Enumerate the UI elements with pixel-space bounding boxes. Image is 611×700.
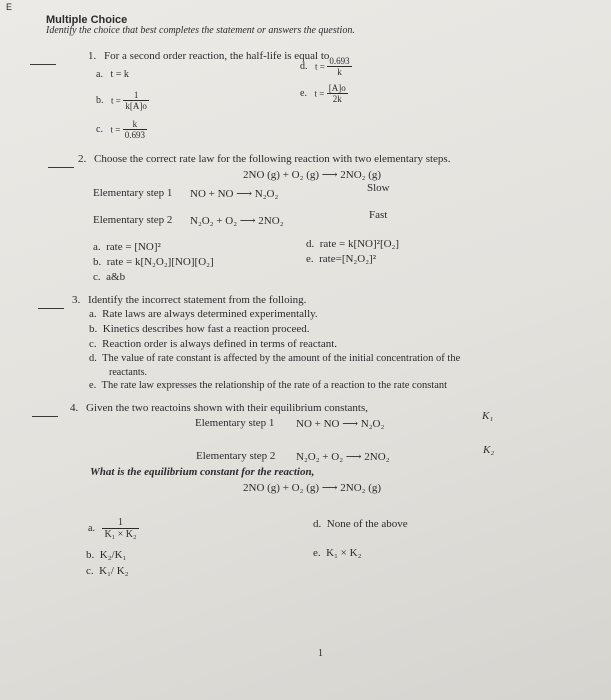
q4-option-e: e. K₁ × K₂ (313, 547, 362, 559)
q2-option-b: b. rate = k[N₂O₂][NO][O₂] (93, 256, 214, 268)
q4-option-c: c. K₁/ K₂ (86, 565, 129, 577)
q1-option-b: b. t = $\frac{1}{k[A]o}$ (96, 90, 147, 111)
q2-step1-label: Elementary step 1 (93, 187, 173, 199)
q4-step2-label: Elementary step 2 (196, 450, 276, 462)
q4-number: 4. (70, 402, 79, 414)
answer-blank-4[interactable] (32, 416, 58, 417)
page-number: 1 (318, 648, 323, 659)
q3-option-c: c. Reaction order is always defined in terms of reactant. (89, 338, 338, 350)
q4-option-a: a. $\frac{1}{\text{K₁ × K₂}}$ (88, 517, 137, 540)
q3-text: Identify the incorrect statement from the folloing. (88, 294, 307, 306)
q4-a-fraction: $\frac{1}{\text{K₁ × K₂}}$ (104, 517, 137, 540)
q4-step2-k: K₂ (483, 444, 495, 456)
answer-blank-1[interactable] (30, 64, 56, 65)
q2-option-c: c. a&b (93, 271, 126, 283)
q4-step1-label: Elementary step 1 (195, 417, 275, 429)
q4-option-d: d. None of the above (313, 518, 408, 530)
q3-option-b: b. Kinetics describes how fast a reaction proceed. (89, 323, 310, 335)
q1-b-fraction: $\frac{1}{k[A]o}$ (125, 90, 147, 111)
q3-option-a: a. Rate laws are always determined experimentally. (89, 308, 318, 320)
q2-overall-reaction: 2NO (g) + O₂ (g) ⟶ 2NO₂ (g) (243, 169, 382, 181)
q2-option-d: d. rate = k[NO]²[O₂] (306, 238, 400, 250)
q4-text: Given the two reactoins shown with their equilibrium constants, (86, 402, 368, 414)
q1-option-c: c. t = $\frac{k}{0.693}$ (96, 119, 146, 140)
corner-mark: E (6, 2, 13, 12)
q1-option-d: d. t = $\frac{0.693}{k}$ (300, 56, 350, 77)
q1-text: For a second order reaction, the half-life is equal to (104, 50, 330, 62)
q2-option-a: a. rate = [NO]² (93, 241, 161, 253)
section-title: Multiple Choice (46, 14, 128, 26)
q3-option-e: e. The rate law expresses the relationship of the rate of a reaction to the rate constant (89, 380, 448, 391)
q2-number: 2. (78, 153, 87, 165)
q1-d-fraction: $\frac{0.693}{k}$ (329, 56, 350, 77)
q4-overall-reaction: 2NO (g) + O₂ (g) ⟶ 2NO₂ (g) (243, 482, 382, 494)
q3-option-d-continued: reactants. (109, 367, 148, 378)
q2-step2-label: Elementary step 2 (93, 214, 173, 226)
q2-step2-reaction: N₂O₂ + O₂ ⟶ 2NO₂ (190, 215, 284, 227)
section-instructions: Identify the choice that best completes the statement or answers the question. (46, 25, 355, 36)
q2-option-e: e. rate=[N₂O₂]² (306, 253, 377, 265)
q1-option-e: e. t = $\frac{[A]o}{2k}$ (300, 83, 346, 104)
q2-text: Choose the correct rate law for the following reaction with two elementary steps. (94, 153, 451, 165)
q3-number: 3. (72, 294, 81, 306)
q1-c-fraction: $\frac{k}{0.693}$ (124, 119, 146, 140)
answer-blank-2[interactable] (48, 167, 74, 168)
q3-option-d: d. The value of rate constant is affected by the amount of the initial concentration of the (89, 353, 461, 364)
q4-question: What is the equilibrium constant for the reaction, (90, 466, 315, 478)
q4-step1-k: K₁ (482, 410, 494, 422)
q2-step1-reaction: NO + NO ⟶ N₂O₂ (190, 188, 279, 200)
q4-step1-reaction: NO + NO ⟶ N₂O₂ (296, 418, 385, 430)
q4-option-b: b. K₂/K₁ (86, 549, 127, 561)
q2-step1-speed: Slow (367, 182, 390, 194)
q1-number: 1. (88, 50, 97, 62)
answer-blank-3[interactable] (38, 308, 64, 309)
q1-option-a: a. t = k (96, 69, 129, 80)
q4-step2-reaction: N₂O₂ + O₂ ⟶ 2NO₂ (296, 451, 390, 463)
q2-step2-speed: Fast (369, 209, 388, 221)
q1-e-fraction: $\frac{[A]o}{2k}$ (328, 83, 346, 104)
